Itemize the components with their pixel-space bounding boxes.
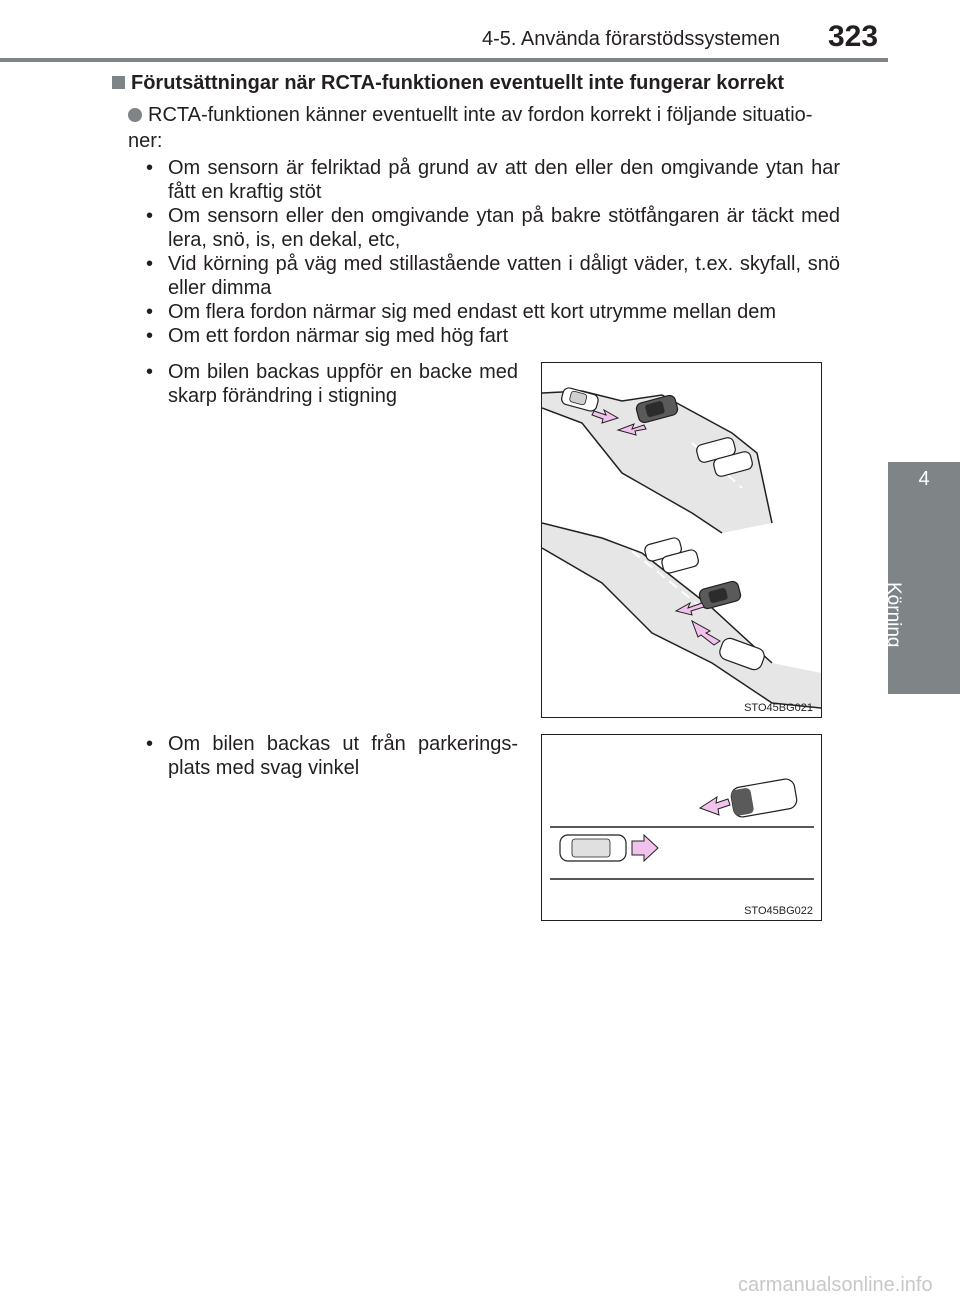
header-rule bbox=[0, 58, 888, 62]
list-item: • Om flera fordon närmar sig med endast ett kort utrymme mellan dem bbox=[146, 300, 840, 324]
figure-code: STO45BG021 bbox=[744, 702, 813, 714]
figure-bullet-slope-text: Om bilen backas uppför en backe med skarp förändring i stigning bbox=[168, 361, 518, 407]
condition-list bbox=[146, 156, 840, 348]
list-item: • Vid körning på väg med stillastående vatten i dåligt väder, t.ex. skyfall, snö eller dimma bbox=[146, 252, 840, 300]
figure-parking-illustration bbox=[541, 734, 822, 921]
bullet-dot: • bbox=[146, 361, 154, 383]
intro-line-2: ner: bbox=[128, 130, 163, 152]
car-icon bbox=[698, 580, 742, 610]
watermark: carmanualsonline.info bbox=[738, 1274, 933, 1296]
chapter-label: Körning bbox=[883, 582, 904, 648]
square-bullet-icon bbox=[112, 76, 125, 89]
figure-bullet-parking-text: Om bilen backas ut från parkerings-plats med svag vinkel bbox=[168, 733, 518, 779]
parking-illustration bbox=[542, 735, 821, 920]
slope-illustration bbox=[542, 363, 821, 717]
intro-line-1: RCTA-funktionen känner eventuellt inte av fordon korrekt i följande situatio- bbox=[148, 104, 813, 126]
car-icon bbox=[730, 778, 798, 819]
circle-bullet-icon bbox=[128, 108, 142, 122]
section-heading-text: Förutsättningar när RCTA-funktionen eventuellt inte fungerar korrekt bbox=[131, 72, 785, 94]
arrow-right-icon bbox=[632, 835, 658, 861]
figure-bullet-slope bbox=[146, 360, 518, 408]
bullet-dot: • bbox=[146, 733, 154, 755]
figure-bullet-parking bbox=[146, 732, 518, 780]
list-item: • Om ett fordon närmar sig med hög fart bbox=[146, 324, 840, 348]
figure-slope-illustration bbox=[541, 362, 822, 718]
header-section-title: 4-5. Använda förarstödssystemen bbox=[482, 28, 780, 50]
chapter-tab bbox=[883, 462, 960, 694]
page-number: 323 bbox=[828, 20, 879, 53]
arrow-left-icon bbox=[700, 797, 730, 815]
car-icon bbox=[560, 835, 626, 861]
list-item: • Om sensorn eller den omgivande ytan på bakre stötfångaren är täckt med lera, snö, is, en dekal, etc, bbox=[146, 204, 840, 252]
list-item: • Om sensorn är felriktad på grund av att den eller den omgivande ytan har fått en kraftig stöt bbox=[146, 156, 840, 204]
chapter-number: 4 bbox=[918, 468, 930, 490]
section-heading bbox=[112, 72, 784, 95]
figure-code: STO45BG022 bbox=[744, 905, 813, 917]
